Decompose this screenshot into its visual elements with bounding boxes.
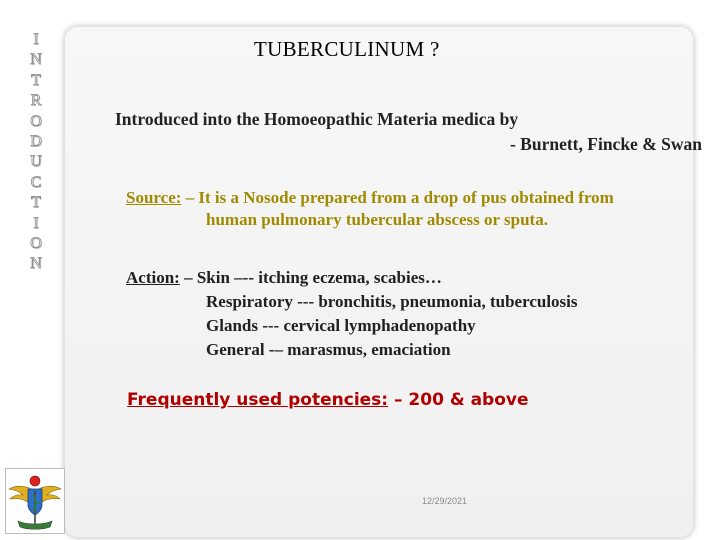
vertical-letter: O bbox=[30, 235, 42, 253]
potencies-label: Frequently used potencies: bbox=[127, 390, 389, 410]
action-line-3: Glands --- cervical lymphadenopathy bbox=[206, 316, 476, 335]
vertical-letter: T bbox=[31, 71, 41, 89]
action-line-2: Respiratory --- bronchitis, pneumonia, tuberculosis bbox=[206, 292, 578, 311]
source-paragraph bbox=[126, 187, 706, 231]
potencies-line bbox=[127, 390, 529, 410]
vertical-letter: C bbox=[30, 173, 42, 191]
vertical-letter: I bbox=[33, 31, 39, 48]
slide-title: TUBERCULINUM ? bbox=[254, 37, 440, 61]
action-paragraph bbox=[126, 266, 578, 362]
vertical-letter: N bbox=[30, 51, 42, 69]
vertical-letter: D bbox=[30, 133, 42, 151]
vertical-letter: U bbox=[30, 153, 42, 171]
source-line-2: human pulmonary tubercular abscess or sputa. bbox=[206, 210, 548, 229]
action-line-4: General -– marasmus, emaciation bbox=[206, 340, 451, 359]
intro-text: Introduced into the Homoeopathic Materia medica by bbox=[115, 109, 519, 129]
vertical-letter: N bbox=[30, 255, 42, 273]
vertical-letter: O bbox=[30, 112, 42, 130]
vertical-introduction-heading bbox=[28, 30, 44, 275]
vertical-letter: T bbox=[31, 194, 41, 212]
source-line-1: – It is a Nosode prepared from a drop of pus obtained from bbox=[181, 188, 614, 207]
vertical-letter: I bbox=[33, 214, 39, 232]
source-label: Source: bbox=[126, 188, 182, 207]
medical-emblem-icon bbox=[5, 468, 65, 534]
intro-credit: - Burnett, Fincke & Swan bbox=[509, 134, 702, 154]
slide-date: 12/29/2021 bbox=[422, 496, 468, 506]
action-line-1: – Skin –-- itching eczema, scabies… bbox=[179, 268, 442, 287]
potencies-value: – 200 & above bbox=[388, 390, 529, 410]
action-label: Action: bbox=[126, 268, 180, 287]
vertical-letter: R bbox=[30, 92, 42, 110]
